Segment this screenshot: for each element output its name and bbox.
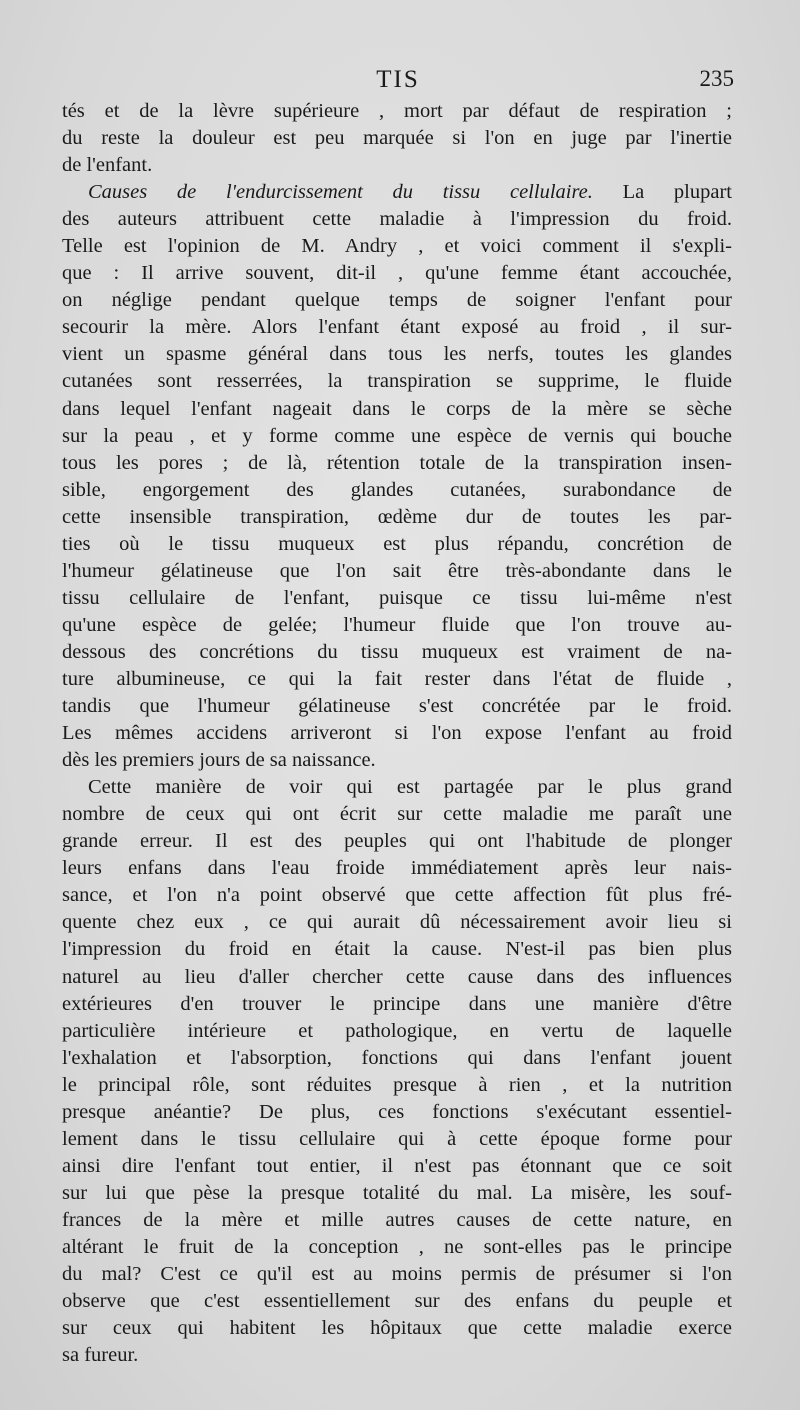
- text-line: [62, 612, 732, 639]
- text-line: [62, 1288, 732, 1315]
- italic-heading: Causes de l'endurcissement du tissu cellulaire.: [88, 181, 593, 204]
- line-text: tés et de la lèvre supérieure , mort par défaut de respiration ;: [62, 100, 732, 122]
- text-line: [62, 179, 732, 206]
- text-line: [62, 1180, 732, 1207]
- line-text: grande erreur. Il est des peuples qui ont l'habitude de plonger: [62, 830, 732, 853]
- text-line: [62, 747, 732, 774]
- line-text: Cette manière de voir qui est partagée par le plus grand: [88, 776, 732, 799]
- line-text: sur la peau , et y forme comme une espèce de vernis qui bouche: [62, 424, 732, 447]
- line-text: presque anéantie? De plus, ces fonctions s'exécutant essentiel-: [62, 1100, 732, 1123]
- text-line: [62, 450, 732, 477]
- text-line: [62, 233, 732, 260]
- line-text: l'exhalation et l'absorption, fonctions qui dans l'enfant jouent: [62, 1046, 732, 1069]
- line-text: des auteurs attribuent cette maladie à l'impression du froid.: [62, 208, 732, 231]
- line-text: lement dans le tissu cellulaire qui à cette époque forme pour: [62, 1127, 732, 1150]
- line-text: ainsi dire l'enfant tout entier, il n'est pas étonnant que ce soit: [62, 1154, 732, 1177]
- text-line: [62, 720, 732, 747]
- line-text: sance, et l'on n'a point observé que cette affection fût plus fré-: [62, 884, 732, 907]
- text-line: [62, 693, 732, 720]
- line-text: secourir la mère. Alors l'enfant étant exposé au froid , il sur-: [62, 316, 732, 339]
- text-line: [62, 1099, 732, 1126]
- line-text: du reste la douleur est peu marquée si l'on en juge par l'inertie: [62, 127, 732, 150]
- text-line: [62, 936, 732, 963]
- text-line: [62, 1018, 732, 1045]
- line-text: dans lequel l'enfant nageait dans le corps de la mère se sèche: [62, 397, 732, 420]
- text-line: [62, 558, 732, 585]
- line-text: que : Il arrive souvent, dit-il , qu'une femme étant accouchée,: [62, 262, 732, 285]
- text-line: [62, 531, 732, 558]
- line-text: extérieures d'en trouver le principe dans une manière d'être: [62, 992, 732, 1015]
- text-line: [62, 639, 732, 666]
- text-line: [62, 855, 732, 882]
- line-text: dès les premiers jours de sa naissance.: [62, 749, 376, 772]
- text-line: [62, 1045, 732, 1072]
- line-text: sa fureur.: [62, 1344, 139, 1367]
- text-line: [62, 801, 732, 828]
- text-line: [62, 477, 732, 504]
- text-line: [62, 1261, 732, 1288]
- text-line: [62, 396, 732, 423]
- text-line: [62, 666, 732, 693]
- line-text: du mal? C'est ce qu'il est au moins permis de présumer si l'on: [62, 1263, 732, 1286]
- line-text: sur lui que pèse la presque totalité du mal. La misère, les souf-: [62, 1181, 732, 1204]
- line-text: Telle est l'opinion de M. Andry , et voici comment il s'expli-: [62, 235, 732, 258]
- line-text: quente chez eux , ce qui aurait dû nécessairement avoir lieu si: [62, 911, 732, 934]
- text-line: [62, 152, 732, 179]
- text-line: [62, 1234, 732, 1261]
- text-line: [62, 1342, 732, 1369]
- line-text: frances de la mère et mille autres causes de cette nature, en: [62, 1208, 732, 1231]
- text-line: [62, 125, 732, 152]
- line-text: Les mêmes accidens arriveront si l'on expose l'enfant au froid: [62, 722, 732, 745]
- text-line: [62, 882, 732, 909]
- text-line: [62, 206, 732, 233]
- line-text: La plupart: [592, 181, 732, 204]
- text-line: [62, 1207, 732, 1234]
- line-text: tandis que l'humeur gélatineuse s'est concrétée par le froid.: [62, 695, 732, 718]
- line-text: cette insensible transpiration, œdème dur de toutes les par-: [62, 505, 732, 528]
- text-line: [62, 585, 732, 612]
- text-line: [62, 423, 732, 450]
- line-text: ties où le tissu muqueux est plus répandu, concrétion de: [62, 532, 732, 555]
- page-number: 235: [699, 66, 734, 91]
- text-line: [62, 1072, 732, 1099]
- text-line: [62, 774, 732, 801]
- line-text: sur ceux qui habitent les hôpitaux que cette maladie exerce: [62, 1317, 732, 1340]
- page-header: [62, 66, 734, 94]
- text-line: [62, 909, 732, 936]
- line-text: tissu cellulaire de l'enfant, puisque ce tissu lui-même n'est: [62, 586, 732, 609]
- line-text: particulière intérieure et pathologique, en vertu de laquelle: [62, 1019, 732, 1042]
- text-line: [62, 287, 732, 314]
- line-text: naturel au lieu d'aller chercher cette cause dans des influences: [62, 965, 732, 988]
- line-text: sible, engorgement des glandes cutanées, surabondance de: [62, 478, 732, 501]
- line-text: le principal rôle, sont réduites presque à rien , et la nutrition: [62, 1073, 732, 1096]
- body-text: [62, 98, 732, 1369]
- line-text: leurs enfans dans l'eau froide immédiatement après leur nais-: [62, 857, 732, 880]
- line-text: on néglige pendant quelque temps de soigner l'enfant pour: [62, 289, 732, 312]
- text-line: [62, 341, 732, 368]
- text-line: [62, 98, 732, 125]
- line-text: l'humeur gélatineuse que l'on sait être très-abondante dans le: [62, 559, 732, 582]
- line-text: vient un spasme général dans tous les nerfs, toutes les glandes: [62, 343, 732, 366]
- line-text: l'impression du froid en était la cause. N'est-il pas bien plus: [62, 938, 732, 961]
- text-line: [62, 368, 732, 395]
- text-line: [62, 1126, 732, 1153]
- text-line: [62, 314, 732, 341]
- text-line: [62, 1315, 732, 1342]
- line-text: tous les pores ; de là, rétention totale de la transpiration insen-: [62, 451, 732, 474]
- running-head: TIS: [376, 66, 420, 93]
- line-text: qu'une espèce de gelée; l'humeur fluide que l'on trouve au-: [62, 613, 732, 636]
- line-text: cutanées sont resserrées, la transpiration se supprime, le fluide: [62, 370, 732, 393]
- text-line: [62, 828, 732, 855]
- line-text: observe que c'est essentiellement sur des enfans du peuple et: [62, 1290, 732, 1313]
- text-line: [62, 964, 732, 991]
- text-line: [62, 991, 732, 1018]
- line-text: altérant le fruit de la conception , ne sont-elles pas le principe: [62, 1235, 732, 1258]
- line-text: de l'enfant.: [62, 154, 153, 177]
- line-text: ture albumineuse, ce qui la fait rester dans l'état de fluide ,: [62, 667, 732, 690]
- text-line: [62, 504, 732, 531]
- text-line: [62, 260, 732, 287]
- line-text: nombre de ceux qui ont écrit sur cette maladie me paraît une: [62, 803, 732, 826]
- line-text: dessous des concrétions du tissu muqueux est vraiment de na-: [62, 640, 732, 663]
- text-line: [62, 1153, 732, 1180]
